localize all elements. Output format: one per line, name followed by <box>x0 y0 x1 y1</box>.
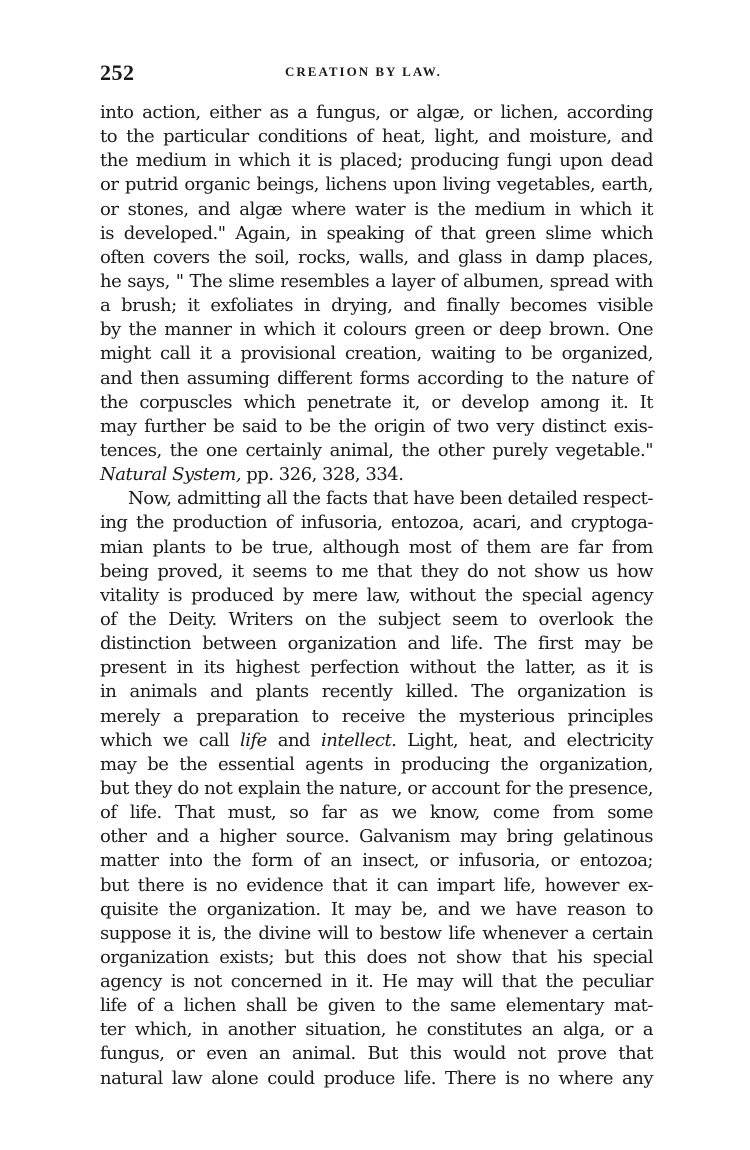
text-line: of the Deity. Writers on the subject seem to overlook the <box>100 608 653 630</box>
text-line: vitality is produced by mere law, without the special agency <box>100 584 653 606</box>
text-line: the medium in which it is placed; producing fungi upon dead <box>100 150 653 172</box>
text-line: present in its highest perfection without the latter, as it is <box>100 657 653 679</box>
text-line: natural law alone could produce life. There is no where any <box>100 1067 653 1089</box>
italic-word-intellect: intellect. <box>320 729 397 751</box>
text-line: ing the production of infusoria, entozoa, acari, and cryptoga- <box>100 512 653 534</box>
page-number: 252 <box>100 60 135 85</box>
text-line: or putrid organic beings, lichens upon living vegetables, earth, <box>100 174 653 196</box>
text-line: agency is not concerned in it. He may will that the peculiar <box>100 971 653 993</box>
text-segment: which we call <box>100 729 240 751</box>
text-line: of life. That must, so far as we know, come from some <box>100 802 653 824</box>
text-line-with-italics <box>100 729 653 753</box>
text-line: being proved, it seems to me that they do not show us how <box>100 560 653 582</box>
running-title: CREATION BY LAW. <box>285 64 442 79</box>
text-line: quisite the organization. It may be, and we have reason to <box>100 898 653 920</box>
citation-title: Natural System, <box>100 464 242 486</box>
citation-line <box>100 463 653 487</box>
text-line: a brush; it exfoliates in drying, and finally becomes visible <box>100 295 653 317</box>
text-line: may further be said to be the origin of two very distinct exis- <box>100 415 653 437</box>
text-line: into action, either as a fungus, or algæ, or lichen, according <box>100 102 653 123</box>
text-line: to the particular conditions of heat, light, and moisture, and <box>100 126 653 148</box>
text-line: but there is no evidence that it can impart life, however ex- <box>100 874 653 896</box>
text-line: he says, " The slime resembles a layer of albumen, spread with <box>100 270 653 292</box>
text-line: tences, the one certainly animal, the other purely vegetable." <box>100 439 653 461</box>
text-line: suppose it is, the divine will to bestow life whenever a certain <box>100 922 653 944</box>
text-line: in animals and plants recently killed. The organization is <box>100 681 653 703</box>
text-line: is developed." Again, in speaking of that green slime which <box>100 222 653 244</box>
text-line: fungus, or even an animal. But this would not prove that <box>100 1043 653 1065</box>
citation-pages: pp. 326, 328, 334. <box>241 464 404 486</box>
text-line: merely a preparation to receive the mysterious principles <box>100 705 653 727</box>
text-line: the corpuscles which penetrate it, or develop among it. It <box>100 391 653 413</box>
text-line: organization exists; but this does not show that his special <box>100 946 653 968</box>
italic-word-life: life <box>240 729 267 751</box>
text-line: distinction between organization and life. The first may be <box>100 633 653 655</box>
running-head <box>100 60 655 92</box>
body-text <box>100 101 653 1091</box>
text-line: but they do not explain the nature, or account for the presence, <box>100 777 653 799</box>
text-line: life of a lichen shall be given to the same elementary mat- <box>100 995 653 1017</box>
text-line: ter which, in another situation, he constitutes an alga, or a <box>100 1019 653 1041</box>
text-segment: Light, heat, and electricity <box>396 729 654 751</box>
text-segment: and <box>266 729 321 751</box>
text-line: matter into the form of an insect, or infusoria, or entozoa; <box>100 850 653 872</box>
text-line: mian plants to be true, although most of them are far from <box>100 536 653 558</box>
text-line: and then assuming different forms according to the nature of <box>100 367 653 389</box>
text-line: by the manner in which it colours green or deep brown. One <box>100 319 653 341</box>
text-line: other and a higher source. Galvanism may bring gelatinous <box>100 826 653 848</box>
text-line: may be the essential agents in producing the organization, <box>100 753 653 775</box>
text-line: or stones, and algæ where water is the medium in which it <box>100 198 653 220</box>
paragraph-first-line: Now, admitting all the facts that have been detailed respect- <box>128 488 653 510</box>
text-line: often covers the soil, rocks, walls, and glass in damp places, <box>100 246 653 268</box>
text-line: might call it a provisional creation, waiting to be organized, <box>100 343 653 365</box>
